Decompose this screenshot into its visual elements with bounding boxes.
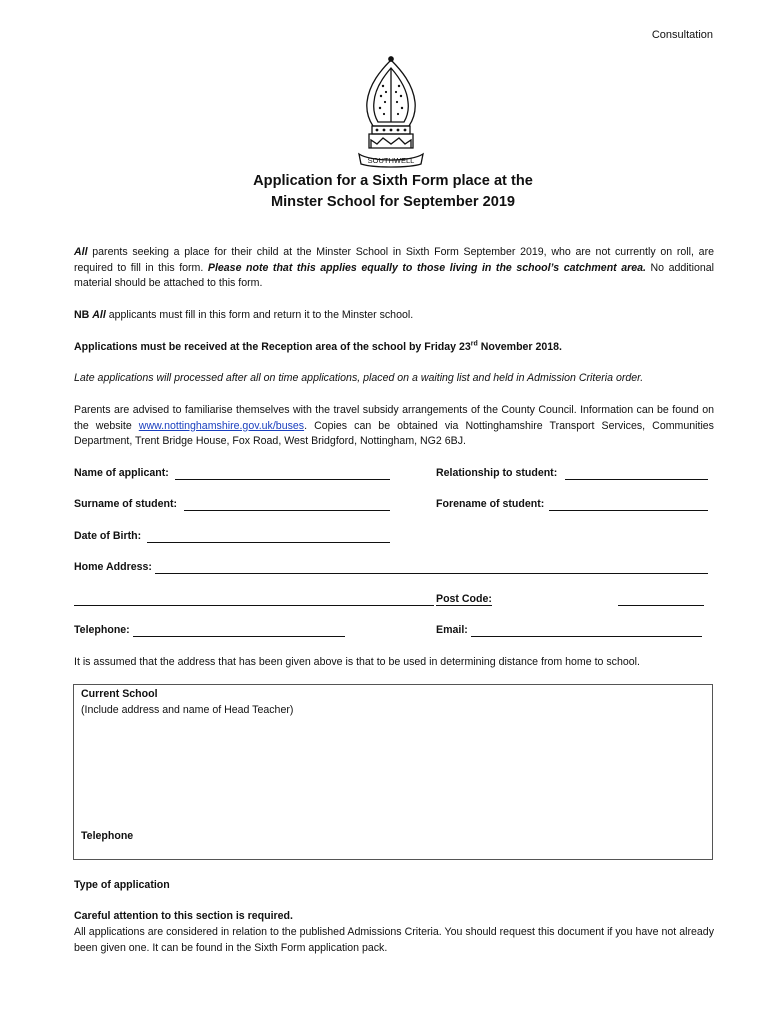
name-of-applicant-label: Name of applicant: (74, 467, 169, 479)
surname-field[interactable] (184, 498, 390, 511)
late-applications-note: Late applications will processed after all on time applications, placed on a waiting list and held in Admission Criteria order. (74, 372, 644, 384)
careful-attention-note: Careful attention to this section is required. (74, 910, 293, 922)
intro-text-1: parents seeking a place for their child at the Minster School in Sixth Form September 2019, who are not currently on roll, are required to fill in this form. (74, 246, 714, 274)
intro-emphasis: Please note that this applies equally to those living in the school’s catchment area. (207, 261, 646, 274)
home-address-field[interactable] (155, 561, 708, 574)
intro-text-2: No additional material should be attached to this form. (74, 261, 714, 289)
title-line-1: Application for a Sixth Form place at the (253, 173, 533, 189)
deadline-paragraph (74, 340, 714, 356)
address-note: It is assumed that the address that has been given above is that to be used in determining distance from home to school. (74, 656, 640, 668)
school-crest-logo (355, 56, 427, 168)
travel-paragraph (74, 403, 714, 450)
forename-label: Forename of student: (436, 498, 545, 510)
post-code-field[interactable] (618, 593, 704, 606)
nb-paragraph (74, 308, 714, 324)
home-address-label: Home Address: (74, 561, 152, 573)
telephone-field[interactable] (133, 624, 345, 637)
type-of-application-heading: Type of application (74, 879, 170, 891)
current-school-subheading: (Include address and name of Head Teacher) (81, 704, 294, 716)
nb-all: All (92, 309, 106, 321)
travel-text-2: . Copies can be obtained via Nottinghamshire Transport Services, Communities Department, Trent Bridge House, Fox Road, West Bridgford, Nottingham, NG2 6BJ. (74, 419, 714, 447)
deadline-sup: rd (470, 340, 478, 348)
intro-all: All (74, 246, 88, 258)
deadline-text-2: November 2018. (477, 341, 563, 353)
current-school-heading: Current School (81, 688, 158, 700)
travel-text-1: Parents are advised to familiarise themselves with the travel subsidy arrangements of the County Council. Information can be found on the website (74, 404, 714, 432)
post-code-label: Post Code: (436, 593, 492, 605)
current-school-telephone-label: Telephone (81, 830, 134, 842)
home-address-line-2-field[interactable] (74, 593, 434, 606)
dob-label: Date of Birth: (74, 530, 142, 542)
intro-paragraph (74, 245, 714, 292)
dob-field[interactable] (147, 530, 390, 543)
email-label: Email: (436, 624, 468, 636)
surname-label: Surname of student: (74, 498, 177, 510)
travel-website-link[interactable]: www.nottinghamshire.gov.uk/buses (138, 419, 305, 432)
title-line-2: Minster School for September 2019 (270, 194, 516, 210)
email-field[interactable] (471, 624, 702, 637)
relationship-label: Relationship to student: (436, 467, 558, 479)
forename-field[interactable] (549, 498, 708, 511)
post-code-underline (436, 593, 492, 606)
relationship-field[interactable] (565, 467, 708, 480)
type-of-application-text: All applications are considered in relation to the published Admissions Criteria. You should request this document if you have not already been given one. It can be found in the Sixth Form application pack. (74, 926, 714, 954)
current-school-box[interactable] (73, 684, 713, 860)
deadline-text-1: Applications must be received at the Reception area of the school by Friday 23 (74, 341, 471, 353)
name-of-applicant-field[interactable] (175, 467, 390, 480)
telephone-label: Telephone: (74, 624, 130, 636)
crest-banner-text: SOUTHWELL (367, 156, 415, 165)
header-label: Consultation (651, 29, 713, 41)
nb-prefix: NB (74, 309, 93, 321)
page-title (0, 171, 770, 213)
nb-text: applicants must fill in this form and return it to the Minster school. (105, 309, 414, 321)
